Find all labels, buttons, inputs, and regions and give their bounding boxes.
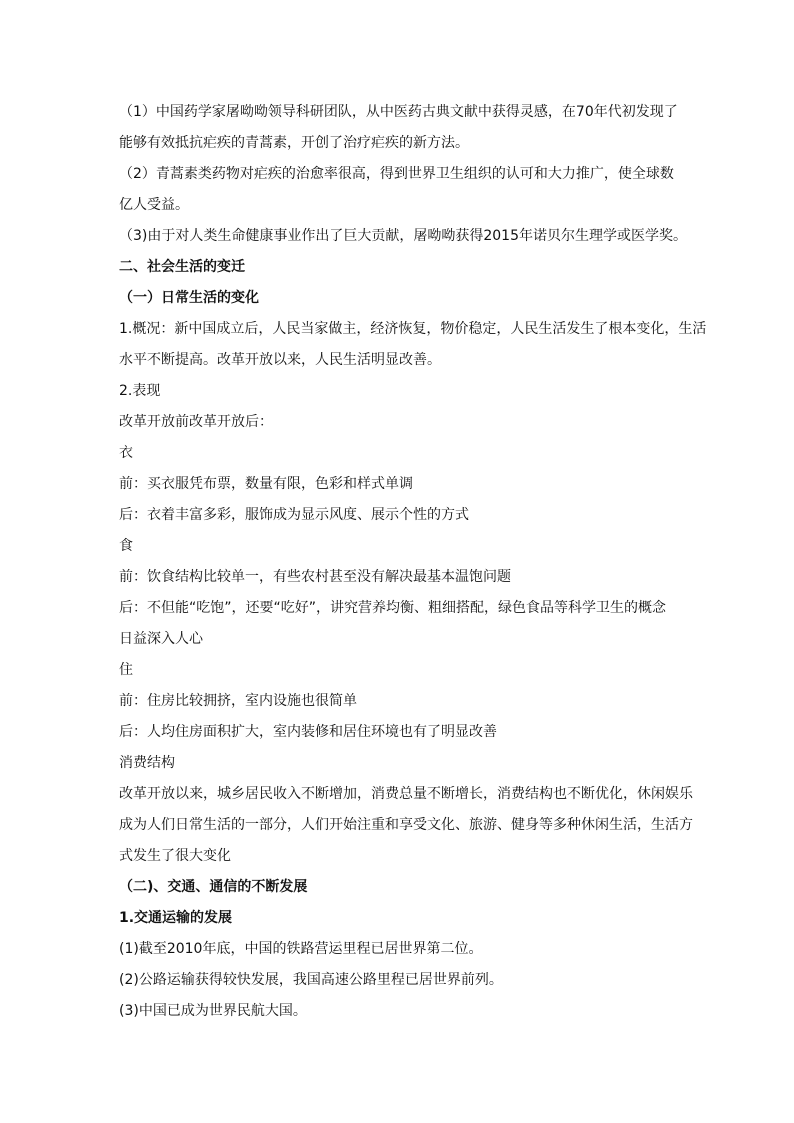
text-line: (3)中国已成为世界民航大国。 xyxy=(119,1003,307,1019)
text-line: 改革开放以来，城乡居民收入不断增加，消费总量不断增长，消费结构也不断优化，休闲娱乐 xyxy=(119,786,693,802)
text-line: 食 xyxy=(119,538,133,554)
text-line: 改革开放前改革开放后： xyxy=(119,414,273,430)
section-heading: 1.交通运输的发展 xyxy=(119,910,233,926)
text-line: 2.表现 xyxy=(119,383,161,399)
text-line: （2）青蒿素类药物对疟疾的治愈率很高，得到世界卫生组织的认可和大力推广，使全球数 xyxy=(119,166,674,182)
section-heading: （一）日常生活的变化 xyxy=(119,290,259,306)
text-line: 消费结构 xyxy=(119,755,175,771)
text-line: (1)截至2010年底，中国的铁路营运里程已居世界第二位。 xyxy=(119,941,483,957)
text-line: 亿人受益。 xyxy=(119,197,189,213)
document-body xyxy=(119,97,707,1027)
text-line: 前：买衣服凭布票，数量有限，色彩和样式单调 xyxy=(119,476,413,492)
text-line: 后：不但能“吃饱”，还要“吃好”，讲究营养均衡、粗细搭配，绿色食品等科学卫生的概念 xyxy=(119,600,667,616)
text-line: 后：衣着丰富多彩，服饰成为显示风度、展示个性的方式 xyxy=(119,507,469,523)
text-line: 衣 xyxy=(119,445,133,461)
text-line: 水平不断提高。改革开放以来，人民生活明显改善。 xyxy=(119,352,441,368)
text-line: 能够有效抵抗疟疾的青蒿素，开创了治疗疟疾的新方法。 xyxy=(119,135,469,151)
text-line: 后：人均住房面积扩大，室内装修和居住环境也有了明显改善 xyxy=(119,724,497,740)
section-heading: （二)、交通、通信的不断发展 xyxy=(119,879,308,895)
section-heading: 二、社会生活的变迁 xyxy=(119,259,245,275)
text-line: 住 xyxy=(119,662,133,678)
text-line: 成为人们日常生活的一部分，人们开始注重和享受文化、旅游、健身等多种休闲生活，生活方 xyxy=(119,817,693,833)
text-line: （3)由于对人类生命健康事业作出了巨大贡献，屠呦呦获得2015年诺贝尔生理学或医学奖。 xyxy=(119,228,687,244)
text-line: 式发生了很大变化 xyxy=(119,848,231,864)
text-line: 前：饮食结构比较单一，有些农村甚至没有解决最基本温饱问题 xyxy=(119,569,511,585)
text-line: （1）中国药学家屠呦呦领导科研团队，从中医药古典文献中获得灵感，在70年代初发现了 xyxy=(119,104,678,120)
text-line: 前：住房比较拥挤，室内设施也很简单 xyxy=(119,693,357,709)
text-line: (2)公路运输获得较快发展，我国高速公路里程已居世界前列。 xyxy=(119,972,503,988)
text-line: 1.概况：新中国成立后，人民当家做主，经济恢复，物价稳定，人民生活发生了根本变化，生活 xyxy=(119,321,707,337)
text-line: 日益深入人心 xyxy=(119,631,203,647)
